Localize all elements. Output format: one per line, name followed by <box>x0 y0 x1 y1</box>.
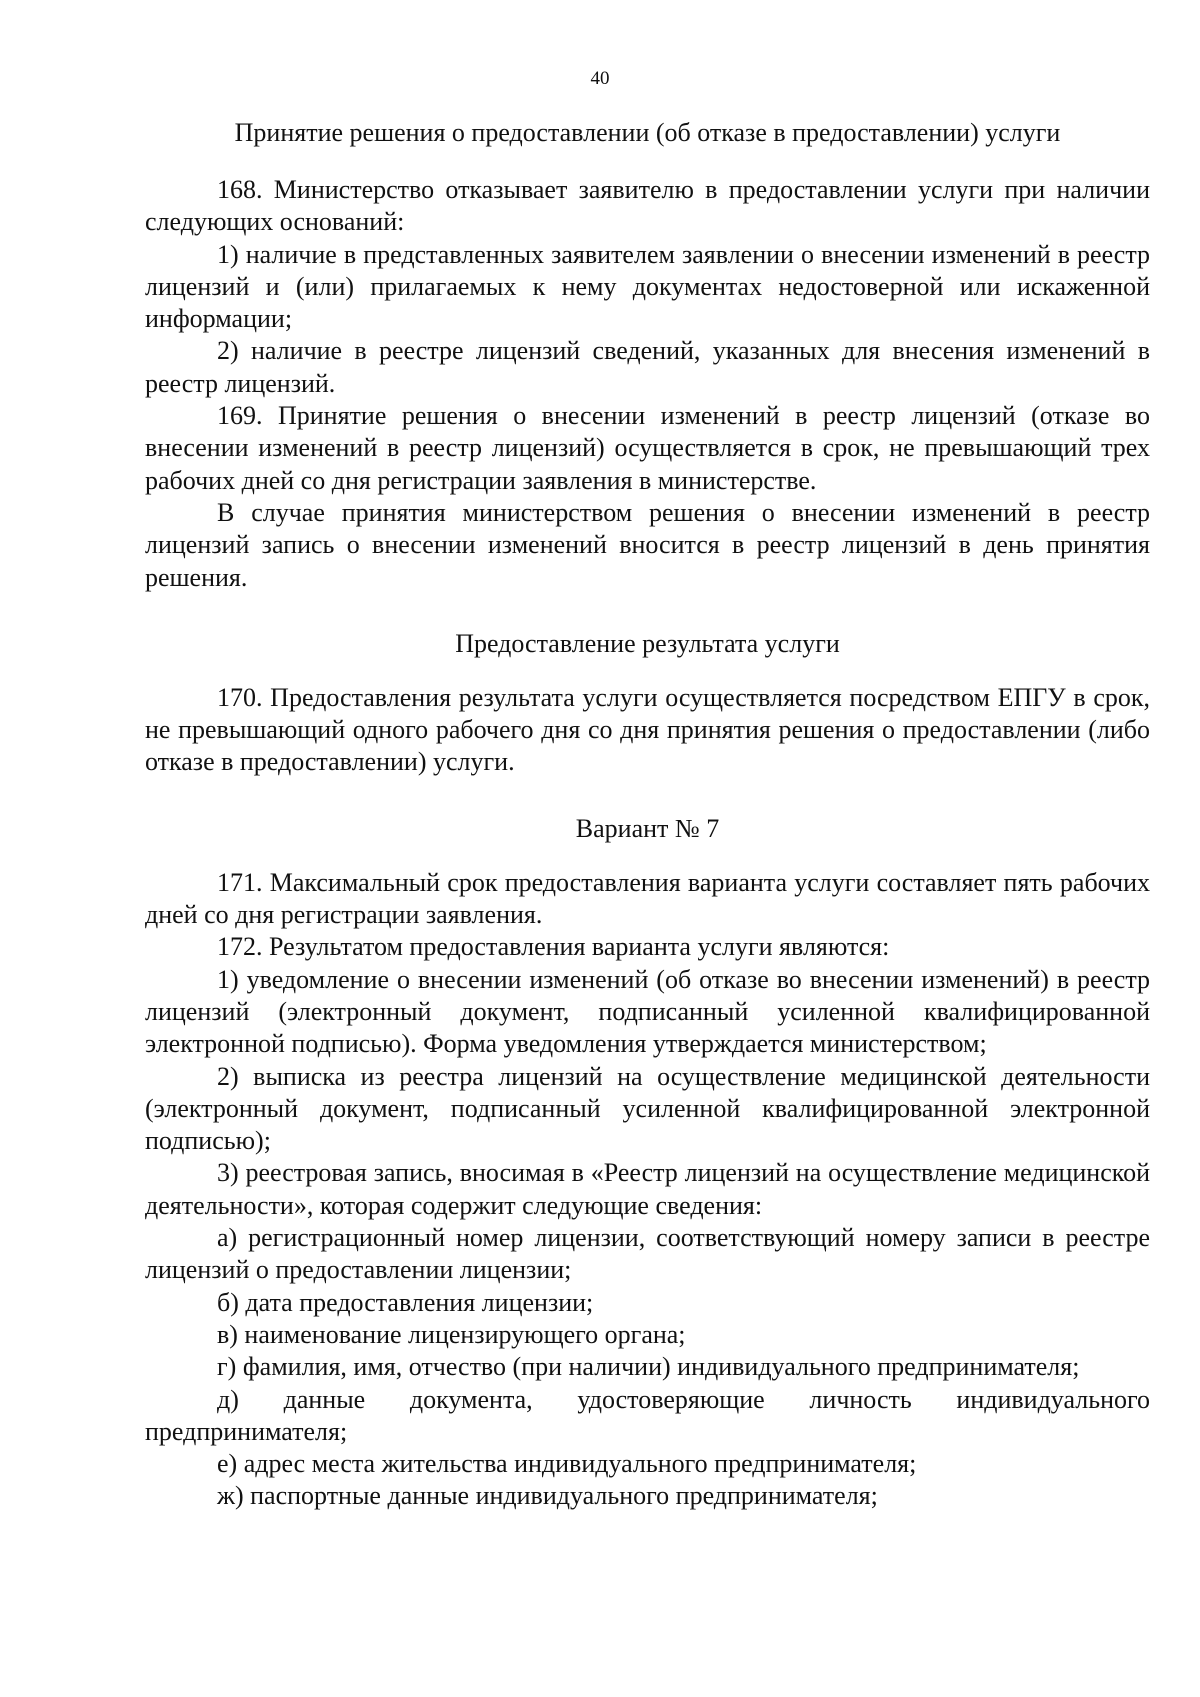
page-content <box>145 116 1150 1513</box>
paragraph-172-item-3-e: е) адрес места жительства индивидуального предпринимателя; <box>217 1449 917 1479</box>
paragraph-171: 171. Максимальный срок предоставления варианта услуги составляет пять рабочих дней со дня регистрации заявления. <box>145 867 1150 930</box>
paragraph-172-item-3: 3) реестровая запись, вносимая в «Реестр лицензий на осуществление медицинской деятельности», которая содержит следующие сведения: <box>145 1158 1150 1220</box>
paragraph-172: 172. Результатом предоставления варианта услуги являются: <box>217 932 890 962</box>
paragraph-170: 170. Предоставления результата услуги осуществляется посредством ЕПГУ в срок, не превышающий одного рабочего дня со дня принятия решения о предоставлении (либо отказе в предоставлении) услуги. <box>145 682 1150 777</box>
paragraph-169-continued: В случае принятия министерством решения о внесении изменений в реестр лицензий запись о внесении изменений вносится в реестр лицензий в день принятия решения. <box>145 497 1150 592</box>
paragraph-168: 168. Министерство отказывает заявителю в предоставлении услуги при наличии следующих оснований: <box>145 175 1150 237</box>
paragraph-172-item-2: 2) выписка из реестра лицензий на осуществление медицинской деятельности (электронный документ, подписанный усиленной квалифицированной электронной подписью); <box>145 1061 1150 1156</box>
paragraph-172-item-1: 1) уведомление о внесении изменений (об отказе во внесении изменений) в реестр лицензий (электронный документ, подписанный усиленной квалифицированной электронной подписью). Форма уведомления утверждается министерством; <box>145 964 1150 1059</box>
paragraph-169: 169. Принятие решения о внесении изменений в реестр лицензий (отказе во внесении изменений в реестр лицензий) осуществляется в срок, не превышающий трех рабочих дней со дня регистрации заявления в министерстве. <box>145 401 1150 495</box>
paragraph-172-item-3-d: д) данные документа, удостоверяющие личность индивидуального предпринимателя; <box>145 1384 1150 1446</box>
paragraph-172-item-3-zh: ж) паспортные данные индивидуального предпринимателя; <box>217 1481 878 1511</box>
section-heading-decision: Принятие решения о предоставлении (об отказе в предоставлении) услуги <box>234 118 1061 147</box>
section-heading-variant-7: Вариант № 7 <box>575 813 720 843</box>
paragraph-172-item-3-g: г) фамилия, имя, отчество (при наличии) индивидуального предпринимателя; <box>217 1352 1080 1382</box>
section-heading-result: Предоставление результата услуги <box>455 628 840 658</box>
paragraph-172-item-3-v: в) наименование лицензирующего органа; <box>217 1319 686 1349</box>
paragraph-168-item-2: 2) наличие в реестре лицензий сведений, указанных для внесения изменений в реестр лицензий. <box>145 336 1150 398</box>
paragraph-168-item-1: 1) наличие в представленных заявителем заявлении о внесении изменений в реестр лицензий и (или) прилагаемых к нему документах недостоверной или искаженной информации; <box>145 239 1150 334</box>
paragraph-172-item-3-a: а) регистрационный номер лицензии, соответствующий номеру записи в реестре лицензий о предоставлении лицензии; <box>145 1223 1150 1285</box>
page-number: 40 <box>590 68 610 89</box>
paragraph-172-item-3-b: б) дата предоставления лицензии; <box>217 1287 594 1317</box>
